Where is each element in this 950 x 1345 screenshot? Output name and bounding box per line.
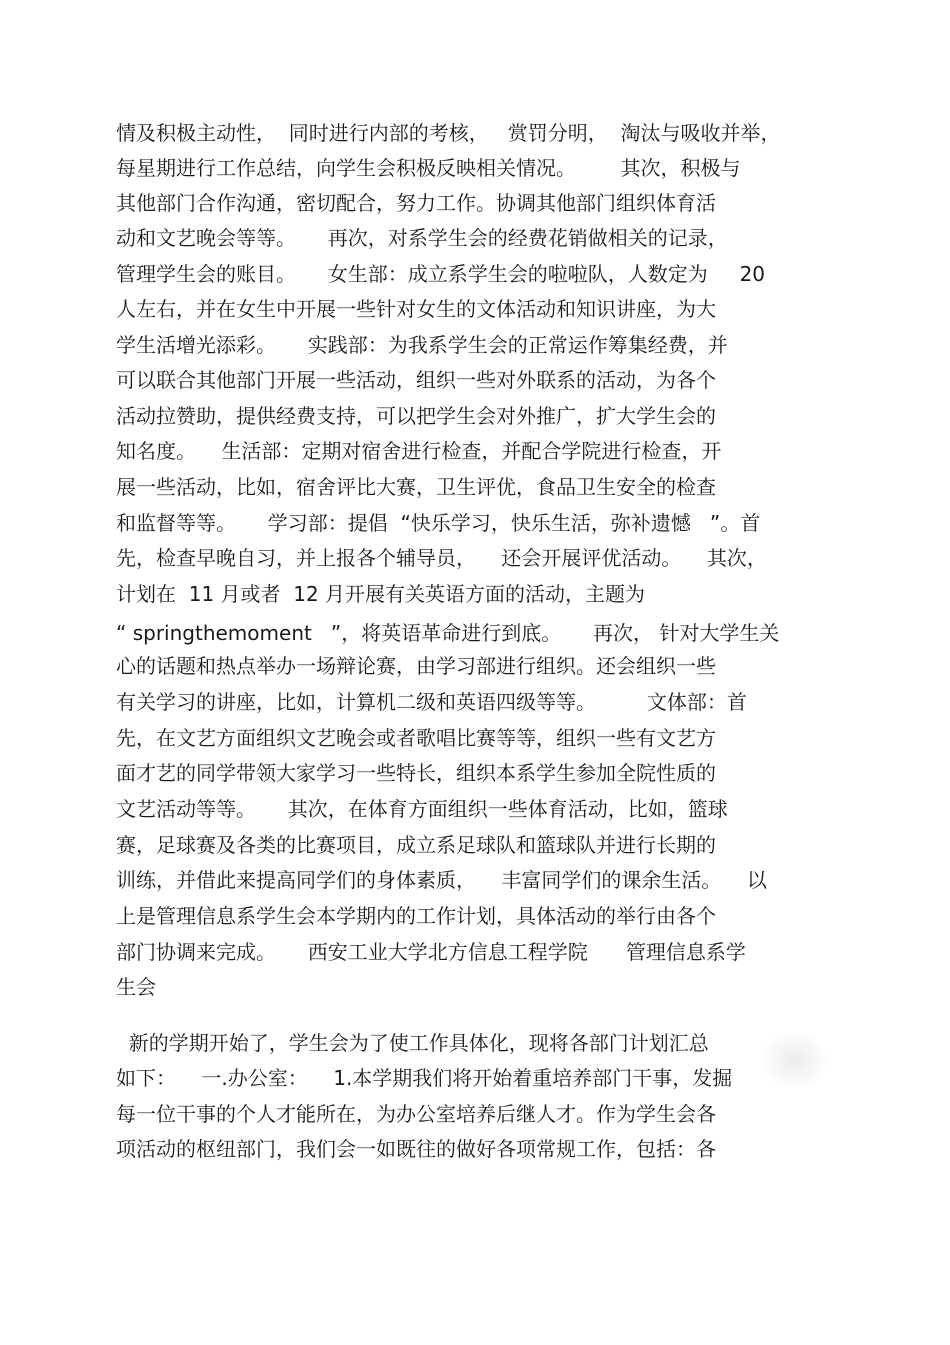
text-line: 管理学生会的账目。 女生部：成立系学生会的啦啦队，人数定为 20 <box>116 262 766 286</box>
text-line: “ springthemoment ”，将英语革命进行到底。 再次， 针对大学生关 <box>116 621 780 645</box>
text-line: 部门协调来完成。 西安工业大学北方信息工程学院 管理信息系学 <box>116 940 746 964</box>
text-line: 心的话题和热点举办一场辩论赛，由学习部进行组织。还会组织一些 <box>116 654 716 678</box>
text-line: 活动拉赞助，提供经费支持，可以把学生会对外推广，扩大学生会的 <box>116 404 716 428</box>
text-line: 新的学期开始了，学生会为了使工作具体化，现将各部门计划汇总 <box>116 1031 709 1055</box>
text-line: 和监督等等。 学习部：提倡 “快乐学习，快乐生活，弥补遗憾 ”。首 <box>116 511 761 535</box>
text-line: 如下： 一.办公室： 1.本学期我们将开始着重培养部门干事，发掘 <box>116 1066 733 1090</box>
text-line: 训练，并借此来提高同学们的身体素质， 丰富同学们的课余生活。 以 <box>116 868 767 892</box>
text-line: 面才艺的同学带领大家学习一些特长，组织本系学生参加全院性质的 <box>116 761 716 785</box>
text-line: 其他部门合作沟通，密切配合，努力工作。协调其他部门组织体育活 <box>116 191 716 215</box>
text-line: 知名度。 生活部：定期对宿舍进行检查，并配合学院进行检查，开 <box>116 439 722 463</box>
text-line: 展一些活动，比如，宿舍评比大赛，卫生评优，食品卫生安全的检查 <box>116 475 716 499</box>
text-line: 人左右，并在女生中开展一些针对女生的文体活动和知识讲座，为大 <box>116 297 716 321</box>
text-line: 每一位干事的个人才能所在，为办公室培养后继人才。作为学生会各 <box>116 1102 716 1126</box>
text-line: 计划在 11 月或者 12 月开展有关英语方面的活动，主题为 <box>116 582 646 606</box>
text-line: 赛，足球赛及各类的比赛项目，成立系足球队和篮球队并进行长期的 <box>116 833 716 857</box>
text-line: 先，在文艺方面组织文艺晚会或者歌唱比赛等等，组织一些有文艺方 <box>116 726 716 750</box>
text-line: 情及积极主动性， 同时进行内部的考核， 赏罚分明， 淘汰与吸收并举， <box>116 121 781 145</box>
text-line: 先，检查早晚自习，并上报各个辅导员， 还会开展评优活动。 其次， <box>116 546 767 570</box>
text-line: 学生活增光添彩。 实践部：为我系学生会的正常运作筹集经费，并 <box>116 333 728 357</box>
scan-smudge <box>760 1030 830 1090</box>
text-line: 文艺活动等等。 其次，在体育方面组织一些体育活动，比如，篮球 <box>116 797 728 821</box>
text-line: 上是管理信息系学生会本学期内的工作计划，具体活动的举行由各个 <box>116 904 716 928</box>
text-line: 项活动的枢纽部门，我们会一如既往的做好各项常规工作，包括：各 <box>116 1137 716 1161</box>
text-line: 可以联合其他部门开展一些活动，组织一些对外联系的活动，为各个 <box>116 368 716 392</box>
text-line: 每星期进行工作总结，向学生会积极反映相关情况。 其次，积极与 <box>116 156 741 180</box>
text-line: 有关学习的讲座，比如，计算机二级和英语四级等等。 文体部：首 <box>116 690 747 714</box>
text-line: 动和文艺晚会等等。 再次，对系学生会的经费花销做相关的记录， <box>116 226 728 250</box>
text-line: 生会 <box>116 975 156 999</box>
